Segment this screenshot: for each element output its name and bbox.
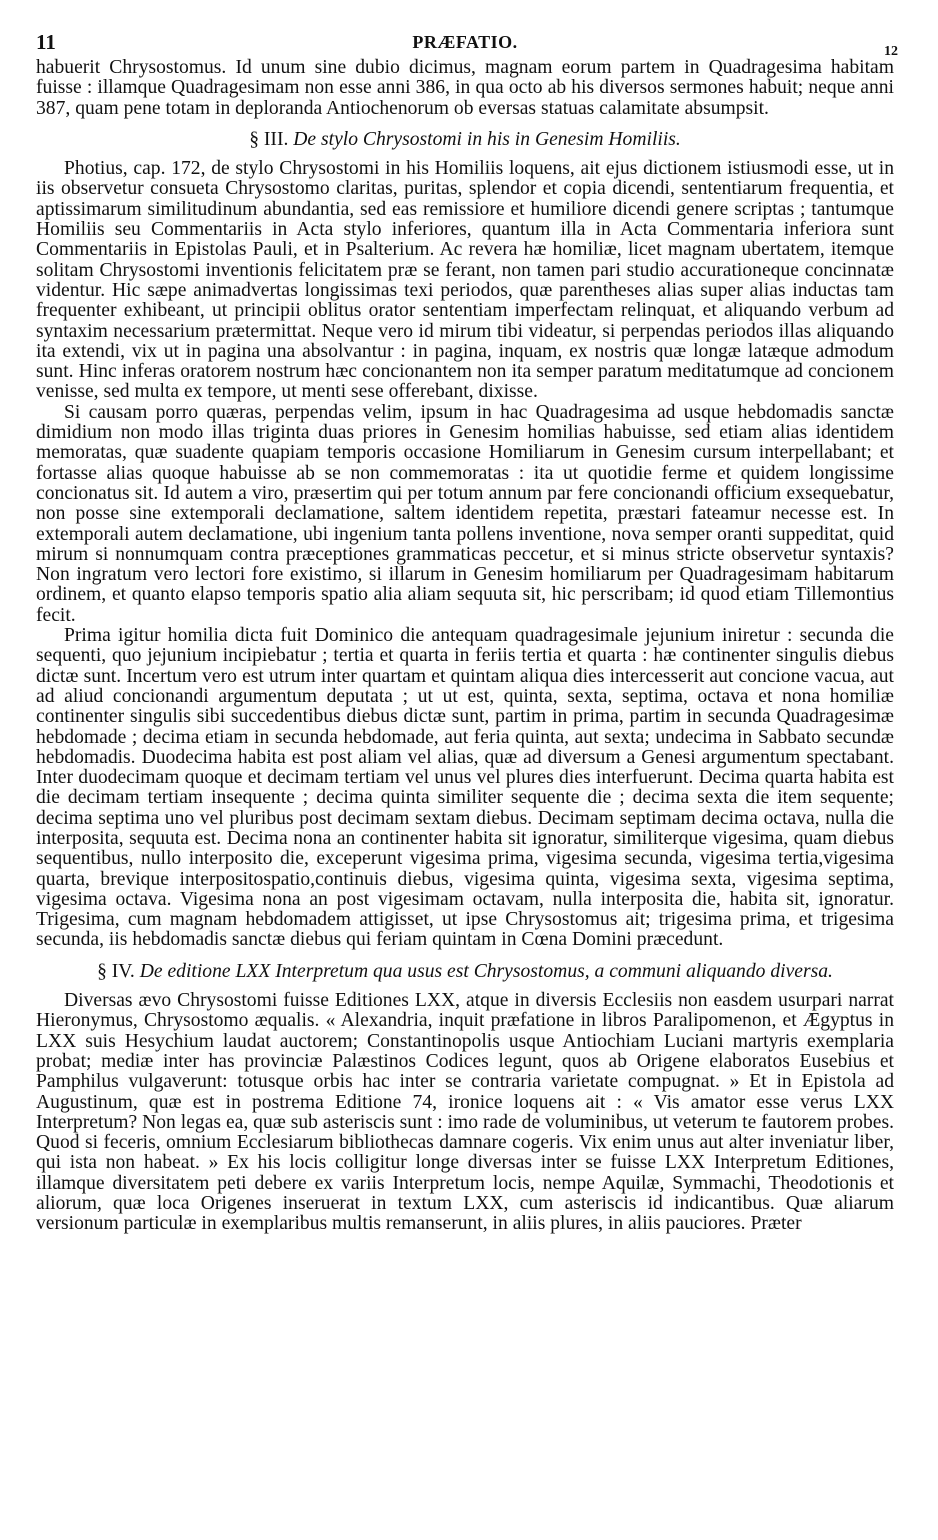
section-title: De stylo Chrysostomi in his in Genesim Homiliis.	[293, 128, 681, 150]
page-number: 11	[36, 30, 56, 54]
paragraph: Photius, cap. 172, de stylo Chrysostomi in his Homiliis loquens, ait ejus dictionem istiusmodi esse, ut in iis observetur consueta Chrysostomo claritas, puritas, splendor et copia dicendi, sententiarum frequentia, et aptissimarum similitudinum abundantia, sed eas remissiore et humiliore dicendi genere scriptas ; tantumque Homiliis seu Commentariis in Acta stylo inferiores, quantum illa in Acta Commentaria inferiora sunt Commentariis in Epistolas Pauli, et in Psalterium. Ac revera hæ homiliæ, licet magnam ubertatem, itemque solitam Chrysostomi inventionis felicitatem præ se ferant, non tamen pari studio accurationeque concinnatæ videntur. Hic sæpe animadvertas longissimas texi periodos, quæ parentheses alias super alias inductas tam frequenter exhibeant, ut principii oblitus orator sententiam imperfectam relinquat, et aliquando verbum ad syntaxim necessarium prætermittat. Neque vero id mirum tibi videatur, si perpendas periodos illas aliquando ita extendi, vix ut in pagina una absolvantur : in pagina, inquam, ex nostris quæ longæ latæque admodum sunt. Hinc inferas oratorem nostrum hæc concionantem non ita semper paratum meditatumque ad concionem venisse, sed multa ex tempore, ut menti sese offerebant, dixisse.	[36, 158, 894, 403]
paragraph: Si causam porro quæras, perpendas velim, ipsum in hac Quadragesima ad usque hebdomadis sanctæ dimidium non modo illas triginta duas priores in Genesim homilias habuisse, sed etiam alias identidem memoratas, quæ suadente quapiam temporis occasione Homiliarum in Genesim cursum interpellabant; et fortasse alias quoque habuisse ab se non commemoratas : ita ut quotidie ferme et quidem longissime concionatus sit. Id autem a viro, præsertim qui per totum annum par fere concionandi officium exsequebatur, non posse sine extemporali declamatione, saltem identidem repetita, præstari fateamur necesse est. In extemporali autem declamatione, ubi ingenium tanta pollens inventione, nova semper oranti suppeditat, quid mirum si nonnumquam contra præceptiones grammaticas peccetur, et si minus stricte observetur syntaxis? Non ingratum vero lectori fore existimo, si illarum in Genesim homiliarum per Quadragesimam habitarum ordinem, et quanto elapso temporis spatio alia aliam sequuta sit, hic perscribam; id quod etiam Tillemontius fecit.	[36, 401, 894, 626]
paragraph: Diversas ævo Chrysostomi fuisse Editiones LXX, atque in diversis Ecclesiis non easdem usurpari narrat Hieronymus, Chrysostomo æqualis. « Alexandria, inquit præfatione in libros Paralipomenon, et Ægyptus in LXX suis Hesychium laudat auctorem; Constantinopolis usque Antiochiam Luciani martyris exemplaria probat; mediæ inter has provinciæ Palæstinos Codices legunt, quos ab Origene elaboratos Eusebius et Pamphilus vulgaverunt: totusque orbis hac inter se contraria varietate compugnat. » Et in Epistola ad Augustinum, quæ est in postrema Editione 74, ironice loquens ait : « Vis amator esse verus LXX Interpretum? Non legas ea, quæ sub asteriscis sunt : imo rade de voluminibus, ut veterum te fautorem probes. Quod si feceris, omnium Ecclesiarum bibliothecas damnare cogeris. Vix enim unus aut alter inveniatur liber, qui ista non habeat. » Ex his locis colligitur longe diversas inter se fuisse LXX Interpretum Editiones, illamque diversitatem peti debere ex variis Interpretum locis, nempe Aquilæ, Symmachi, Theodotionis et aliorum, quæ loca Origenes inseruerat in textum LXX, cum asteriscis id indicantibus. Quæ aliarum versionum particulæ in exemplaribus multis remanserunt, in aliis plures, in aliis pauciores. Præter	[36, 990, 894, 1235]
section-number: § III.	[249, 128, 289, 150]
document-page	[36, 30, 898, 1235]
paragraph: Prima igitur homilia dicta fuit Dominico die antequam quadragesimale jejunium iniretur : secunda die sequenti, quo jejunium incipiebatur ; tertia et quarta in feriis tertia et quarta : hæ continenter singulis diebus dictæ sunt. Incertum vero est utrum inter quartam et quintam aliqua dies intercesserit aut concione vacua, aut ad aliud concionandi argumentum deputata ; ut ut est, quinta, sexta, septima, octava et nona homiliæ continenter singulis sibi succedentibus diebus dictæ sunt, partim in prima, partim in secunda Quadragesimæ hebdomade ; decima etiam in secunda hebdomade, aut feria quinta, aut sexta; undecima in Sabbato secundæ hebdomadis. Duodecima habita est post aliam vel alias, quæ ad diversum a Genesi argumentum spectabant. Inter duodecimam quoque et decimam tertiam vel unus vel plures dies interfuerunt. Decima quarta habita est die decimam tertiam insequente ; decima quinta similiter sequente die ; decima sexta die item sequente; decima septima uno vel pluribus post decimam sextam diebus. Decimam septimam decima octava, nulla die interposita, sequuta est. Decima nona an continenter habita sit ignoratur, similiterque vigesima, quam diebus sequentibus, nullo interposito die, exceperunt vigesima prima, vigesima secunda, vigesima tertia,vigesima quarta, brevique interpositospatio,continuis diebus, vigesima quinta, vigesima sexta, vigesima septima, vigesima octava. Vigesima nona an post vigesimam octavam, nulla interposita die, habita sit, ignoratur. Trigesima, cum magnam hebdomadem attigisset, ut ipse Chrysostomus ait; trigesima prima, et trigesima secunda, iis hebdomadis sanctæ diebus qui feriam quintam in Cœna Domini præcedunt.	[36, 625, 894, 951]
section-number: § IV.	[97, 960, 135, 982]
intro-paragraph: habuerit Chrysostomus. Id unum sine dubio dicimus, magnam eorum partem in Quadragesima habitam fuisse : illamque Quadragesimam non esse anni 386, in qua octo ab his diversos sermones habuit; neque anni 387, quam pene totam in deploranda Antiochenorum ob eversas statuas calamitate absumpsit.	[36, 57, 894, 119]
section-heading-3	[36, 130, 894, 150]
section-heading-4	[36, 962, 894, 982]
section-title: De editione LXX Interpretum qua usus est Chrysostomus, a communi aliquando diversa.	[139, 960, 833, 982]
page-header	[36, 30, 898, 59]
margin-number: 12	[884, 44, 898, 59]
main-text	[36, 58, 894, 1235]
running-title: PRÆFATIO.	[412, 32, 518, 52]
